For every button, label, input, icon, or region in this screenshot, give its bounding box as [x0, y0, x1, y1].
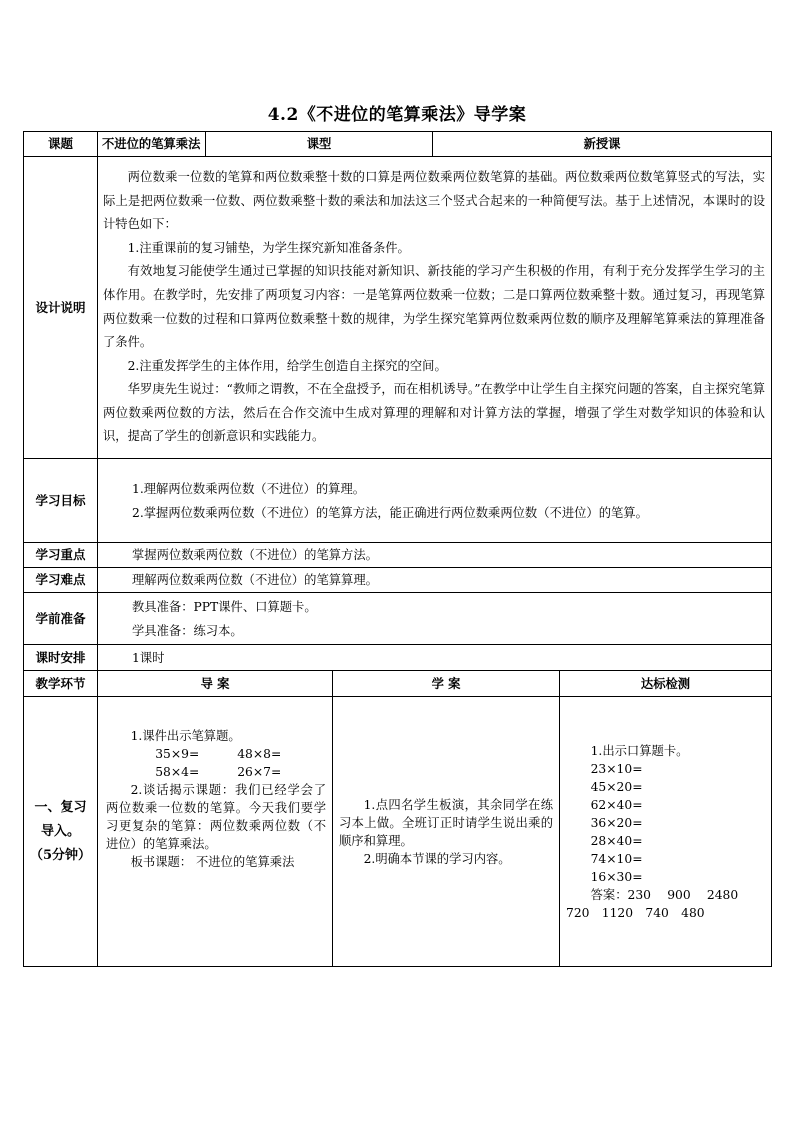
topic-label: 课题 — [24, 132, 98, 157]
guide-board: 板书课题： 不进位的笔算乘法 — [130, 855, 295, 869]
key-value: 掌握两位数乘两位数（不进位）的笔算方法。 — [98, 543, 772, 568]
design-paragraph: 两位数乘一位数的笔算和两位数乘整十数的口算是两位数乘两位数笔算的基础。两位数乘两位数笔算竖式的写法，实际上是把两位数乘一位数、两位数乘整十数的乘法和加法这三个竖式合起来的一种简便写法。基于上述情况，本课时的设计特色如下： — [103, 169, 766, 232]
check-header: 达标检测 — [560, 671, 772, 697]
oral-item: 16×30= — [590, 869, 643, 884]
answers: 230 900 2480 — [627, 887, 739, 902]
goals-label: 学习目标 — [24, 459, 98, 543]
stage1-label — [24, 697, 98, 967]
topic-value: 不进位的笔算乘法 — [98, 132, 206, 157]
schedule-label: 课时安排 — [24, 645, 98, 671]
equation: 35×9= — [155, 747, 200, 761]
design-paragraph: 1.注重课前的复习铺垫，为学生探究新知准备条件。 — [127, 240, 410, 255]
answer-label: 答案： — [590, 887, 628, 902]
guide-cell — [98, 697, 333, 967]
check-intro: 1.出示口算题卡。 — [590, 743, 689, 758]
oral-item: 23×10= — [590, 761, 643, 776]
design-paragraph: 华罗庚先生说过：“教师之谓教，不在全盘授予，而在相机诱导。”在教学中让学生自主探究问题的答案，自主探究笔算两位数乘两位数的方法，然后在合作交流中生成对算理的理解和对计算方法的掌握，增强了学生对数学知识的体验和认识，提高了学生的创新意识和实践能力。 — [103, 382, 766, 444]
stage-header: 教学环节 — [24, 671, 98, 697]
equation: 26×7= — [237, 765, 282, 779]
study-cell — [333, 697, 560, 967]
goal-item: 1.理解两位数乘两位数（不进位）的算理。 — [132, 481, 366, 496]
lesson-plan-table — [23, 131, 772, 967]
equation: 58×4= — [155, 765, 200, 779]
stage1-label-line: 导入。 — [40, 823, 80, 839]
key-row — [24, 543, 772, 568]
difficulty-row — [24, 568, 772, 593]
guide-header: 导 案 — [98, 671, 333, 697]
answers-line — [566, 886, 765, 904]
type-label: 课型 — [206, 132, 433, 157]
oral-item: 45×20= — [590, 779, 643, 794]
design-paragraph: 2.注重发挥学生的主体作用，给学生创造自主探究的空间。 — [127, 358, 447, 373]
check-cell — [560, 697, 772, 967]
difficulty-label: 学习难点 — [24, 568, 98, 593]
design-row — [24, 157, 772, 459]
difficulty-value: 理解两位数乘两位数（不进位）的笔算算理。 — [98, 568, 772, 593]
stage-header-row — [24, 671, 772, 697]
oral-item: 36×20= — [590, 815, 643, 830]
guide-intro: 1.课件出示笔算题。 — [130, 729, 241, 743]
schedule-row — [24, 645, 772, 671]
teacher-prep: 教具准备：PPT课件、口算题卡。 — [132, 599, 317, 614]
key-label: 学习重点 — [24, 543, 98, 568]
study-step: 1.点四名学生板演，其余同学在练习本上做。全班订正时请学生说出乘的顺序和算理。 — [339, 797, 554, 848]
answers-line: 720 1120 740 480 — [566, 905, 705, 920]
type-value: 新授课 — [433, 132, 772, 157]
guide-talk: 2.谈话揭示课题：我们已经学会了两位数乘一位数的笔算。今天我们要学习更复杂的笔算：两位数乘两位数（不进位）的笔算乘法。 — [106, 783, 326, 851]
guide-equations — [106, 745, 326, 763]
prep-label: 学前准备 — [24, 593, 98, 645]
study-step: 2.明确本节课的学习内容。 — [363, 851, 511, 866]
study-header: 学 案 — [333, 671, 560, 697]
topic-row — [24, 132, 772, 157]
guide-equations — [106, 763, 326, 781]
schedule-value: 1课时 — [98, 645, 772, 671]
stage1-label-line: 一、复习 — [34, 799, 87, 815]
oral-item: 28×40= — [590, 833, 643, 848]
student-prep: 学具准备：练习本。 — [132, 623, 243, 638]
document-title: 4.2《不进位的笔算乘法》导学案 — [267, 105, 527, 125]
oral-item: 62×40= — [590, 797, 643, 812]
goal-item: 2.掌握两位数乘两位数（不进位）的笔算方法，能正确进行两位数乘两位数（不进位）的笔算。 — [132, 505, 648, 520]
stage1-row — [24, 697, 772, 967]
design-label: 设计说明 — [24, 157, 98, 459]
stage1-label-line: （5分钟） — [29, 847, 92, 863]
equation: 48×8= — [237, 747, 282, 761]
oral-item: 74×10= — [590, 851, 643, 866]
prep-row — [24, 593, 772, 645]
goals-row — [24, 459, 772, 543]
design-paragraph: 有效地复习能使学生通过已掌握的知识技能对新知识、新技能的学习产生积极的作用，有利于充分发挥学生学习的主体作用。在教学时，先安排了两项复习内容：一是笔算两位数乘一位数；二是口算两位数乘整十数。通过复习，再现笔算两位数乘一位数的过程和口算两位数乘整十数的规律，为学生探究笔算两位数乘两位数的顺序及理解笔算乘法的算理准备了条件。 — [103, 264, 766, 350]
